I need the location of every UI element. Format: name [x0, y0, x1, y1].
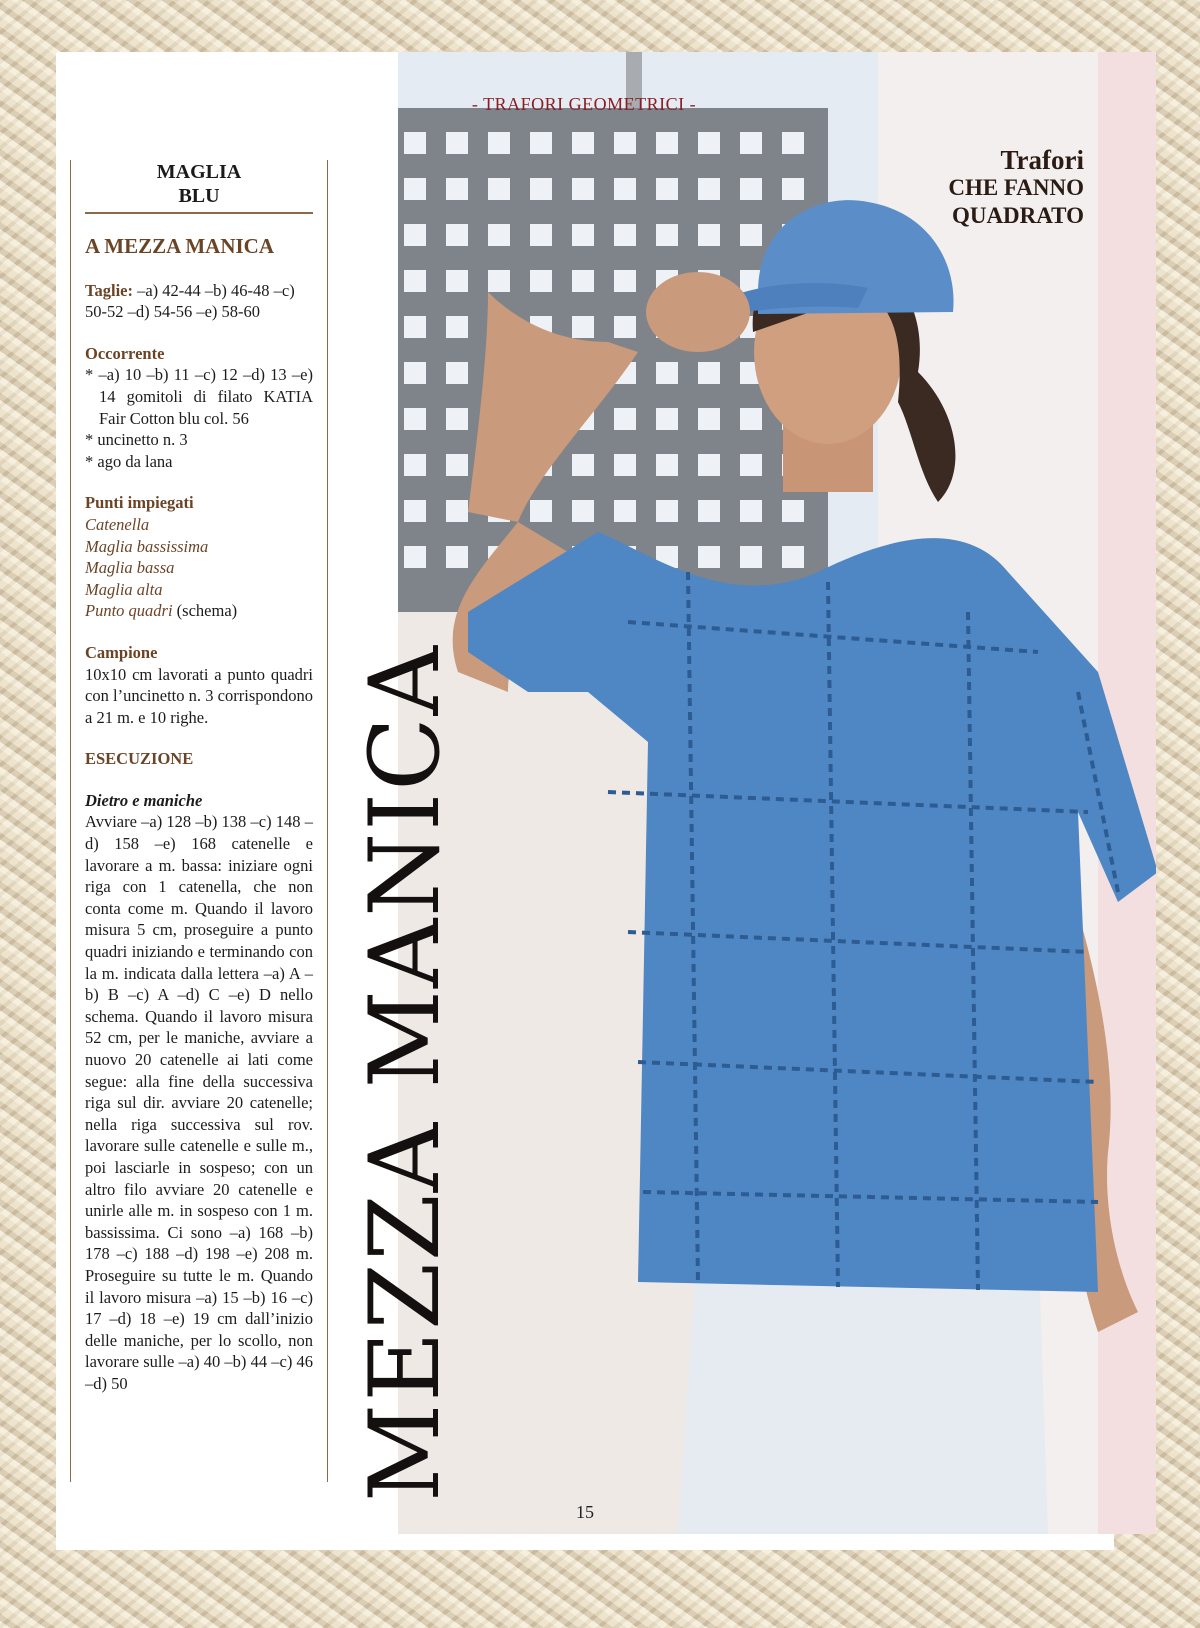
- execution-label: ESECUZIONE: [85, 749, 194, 769]
- article-subtitle: A MEZZA MANICA: [85, 234, 275, 258]
- materials-label: Occorrente: [85, 343, 165, 363]
- article-title: [85, 160, 313, 214]
- photo-illustration: [398, 52, 1156, 1534]
- sizes-label: Taglie:: [85, 280, 133, 300]
- stitch-item: Maglia bassissima: [85, 536, 209, 556]
- execution-block: [85, 748, 313, 770]
- vertical-title-text: MEZZA MANICA: [349, 644, 461, 1502]
- article-title-line-1: MAGLIA: [156, 161, 242, 183]
- headline-line-3: QUADRATO: [951, 203, 1084, 228]
- gauge-label: Campione: [85, 642, 158, 662]
- headline-line-1: Trafori: [1000, 145, 1084, 175]
- page-number: 15: [576, 1502, 594, 1522]
- page-headline: [948, 146, 1084, 230]
- stitches-block: [85, 492, 313, 622]
- stitch-suffix: (schema): [172, 601, 238, 621]
- back-sleeves-text: Avviare –a) 128 –b) 138 –c) 148 –d) 158 –e) 168 catenelle e lavorare a m. bassa: iniziare ogni riga con 1 catenella, che non conta come m. Quando il lavoro misura 5 cm, proseguire a punto quadri iniziando e terminando con la m. indicata dalla lettera –a) A –b) B –c) A –d) C –e) D nello schema. Quando il lavoro misura 52 cm, per le maniche, avviare a nuovo 20 catenelle ai lati come segue: alla fine della successiva riga sul dir. avviare 20 catenelle; nella riga successiva sul rov. lavorare sulle catenelle e sulle m., poi lasciarle in sospeso; con un altro filo avviare 20 catenelle e unirle alle m. in sospeso con 1 m. bassissima. Ci sono –a) 168 –b) 178 –c) 188 –d) 198 –e) 208 m. Proseguire su tutte le m. Quando il lavoro misura –a) 15 –b) 16 –c) 17 –d) 18 –e) 19 cm dall’inizio delle maniche, per lo scollo, non lavorare sulle –a) 40 –b) 44 –c) 46 –d) 50: [85, 812, 313, 1393]
- sizes-text: –a) 42-44 –b) 46-48 –c) 50-52 –d) 54-56 –e) 58-60: [85, 280, 295, 322]
- materials-item: * –a) 10 –b) 11 –c) 12 –d) 13 –e) 14 gomitoli di filato KATIA Fair Cotton blu col. 56: [85, 365, 313, 428]
- materials-block: [85, 343, 313, 473]
- materials-item: * ago da lana: [85, 451, 173, 471]
- stitch-item: Maglia alta: [85, 579, 163, 599]
- section-tag: - TRAFORI GEOMETRICI -: [471, 94, 697, 114]
- model-photo: [398, 52, 1156, 1534]
- article-title-line-2: BLU: [178, 185, 220, 207]
- instructions-column: [70, 160, 328, 1482]
- materials-item: * uncinetto n. 3: [85, 430, 188, 450]
- back-sleeves-block: [85, 790, 313, 1395]
- gauge-block: [85, 642, 313, 728]
- stitch-item: Maglia bassa: [85, 558, 175, 578]
- sizes-block: [85, 280, 313, 323]
- stitch-item: Catenella: [85, 514, 150, 534]
- gauge-text: 10x10 cm lavorati a punto quadri con l’uncinetto n. 3 corrispondono a 21 m. e 10 righe.: [85, 664, 313, 727]
- vertical-title: [349, 644, 461, 1502]
- headline-line-2: CHE FANNO: [948, 175, 1084, 200]
- back-sleeves-label: Dietro e maniche: [85, 790, 203, 810]
- stitch-item: Punto quadri: [85, 601, 173, 621]
- stitches-label: Punti impiegati: [85, 493, 194, 513]
